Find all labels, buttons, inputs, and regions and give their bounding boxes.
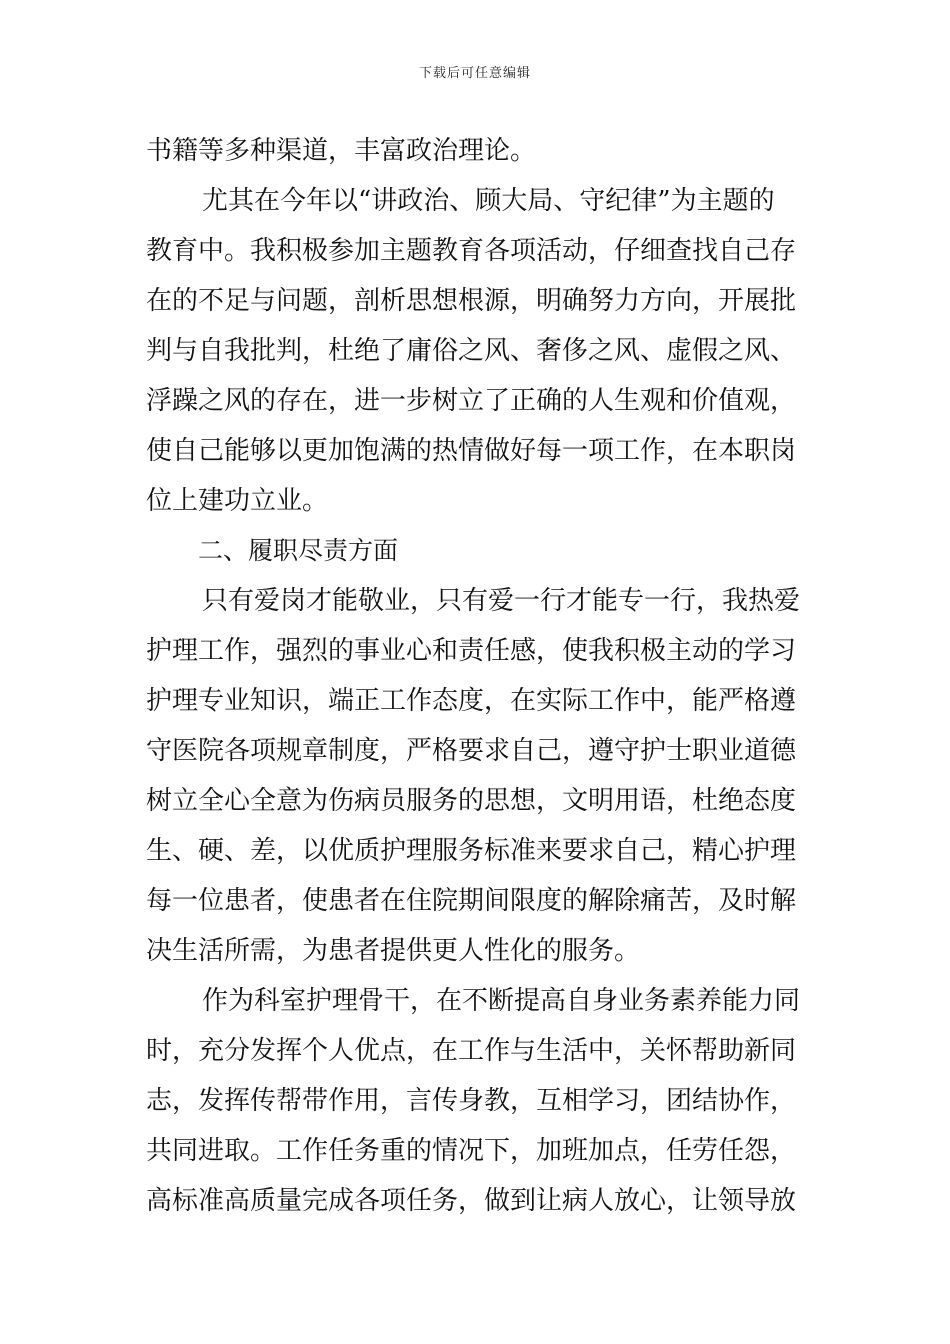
paragraph-line: 志，发挥传帮带作用，言传身教，互相学习，团结协作， [146,1086,797,1116]
paragraph-line: 共同进取。工作任务重的情况下，加班加点，任劳任怨， [146,1136,797,1166]
paragraph-line: 书籍等多种渠道，丰富政治理论。 [146,136,537,166]
paragraph-line: 作为科室护理骨干，在不断提高自身业务素养能力同 [202,986,801,1016]
paragraph-line: 位上建功立业。 [146,486,329,516]
paragraph-line: 使自己能够以更加饱满的热情做好每一项工作，在本职岗 [146,436,797,466]
section-heading: 二、履职尽责方面 [198,536,399,565]
paragraph-line: 护理工作，强烈的事业心和责任感，使我积极主动的学习 [146,636,797,666]
paragraph-line: 教育中。我积极参加主题教育各项活动，仔细查找自己存 [146,236,797,266]
paragraph-line: 时，充分发挥个人优点，在工作与生活中，关怀帮助新同 [146,1036,797,1066]
paragraph-line: 树立全心全意为伤病员服务的思想，文明用语，杜绝态度 [146,786,797,816]
document-body [146,126,816,1226]
paragraph-line: 只有爱岗才能敬业，只有爱一行才能专一行，我热爱 [202,586,801,616]
paragraph-line: 浮躁之风的存在，进一步树立了正确的人生观和价值观， [146,386,797,416]
paragraph-line: 尤其在今年以“讲政治、顾大局、守纪律”为主题的 [202,186,775,216]
page-header: 下载后可任意编辑 [418,66,531,81]
paragraph-line: 高标准高质量完成各项任务，做到让病人放心，让领导放 [146,1186,797,1216]
paragraph-line: 生、硬、差，以优质护理服务标准来要求自己，精心护理 [146,836,797,866]
paragraph-line: 判与自我批判，杜绝了庸俗之风、奢侈之风、虚假之风、 [146,336,797,366]
paragraph-line: 护理专业知识，端正工作态度，在实际工作中，能严格遵 [146,686,797,716]
paragraph-line: 守医院各项规章制度，严格要求自己，遵守护士职业道德 [146,736,797,766]
paragraph-line: 决生活所需，为患者提供更人性化的服务。 [146,936,641,966]
paragraph-line: 每一位患者，使患者在住院期间限度的解除痛苦，及时解 [146,886,797,916]
paragraph-line: 在的不足与问题，剖析思想根源，明确努力方向，开展批 [146,286,797,316]
